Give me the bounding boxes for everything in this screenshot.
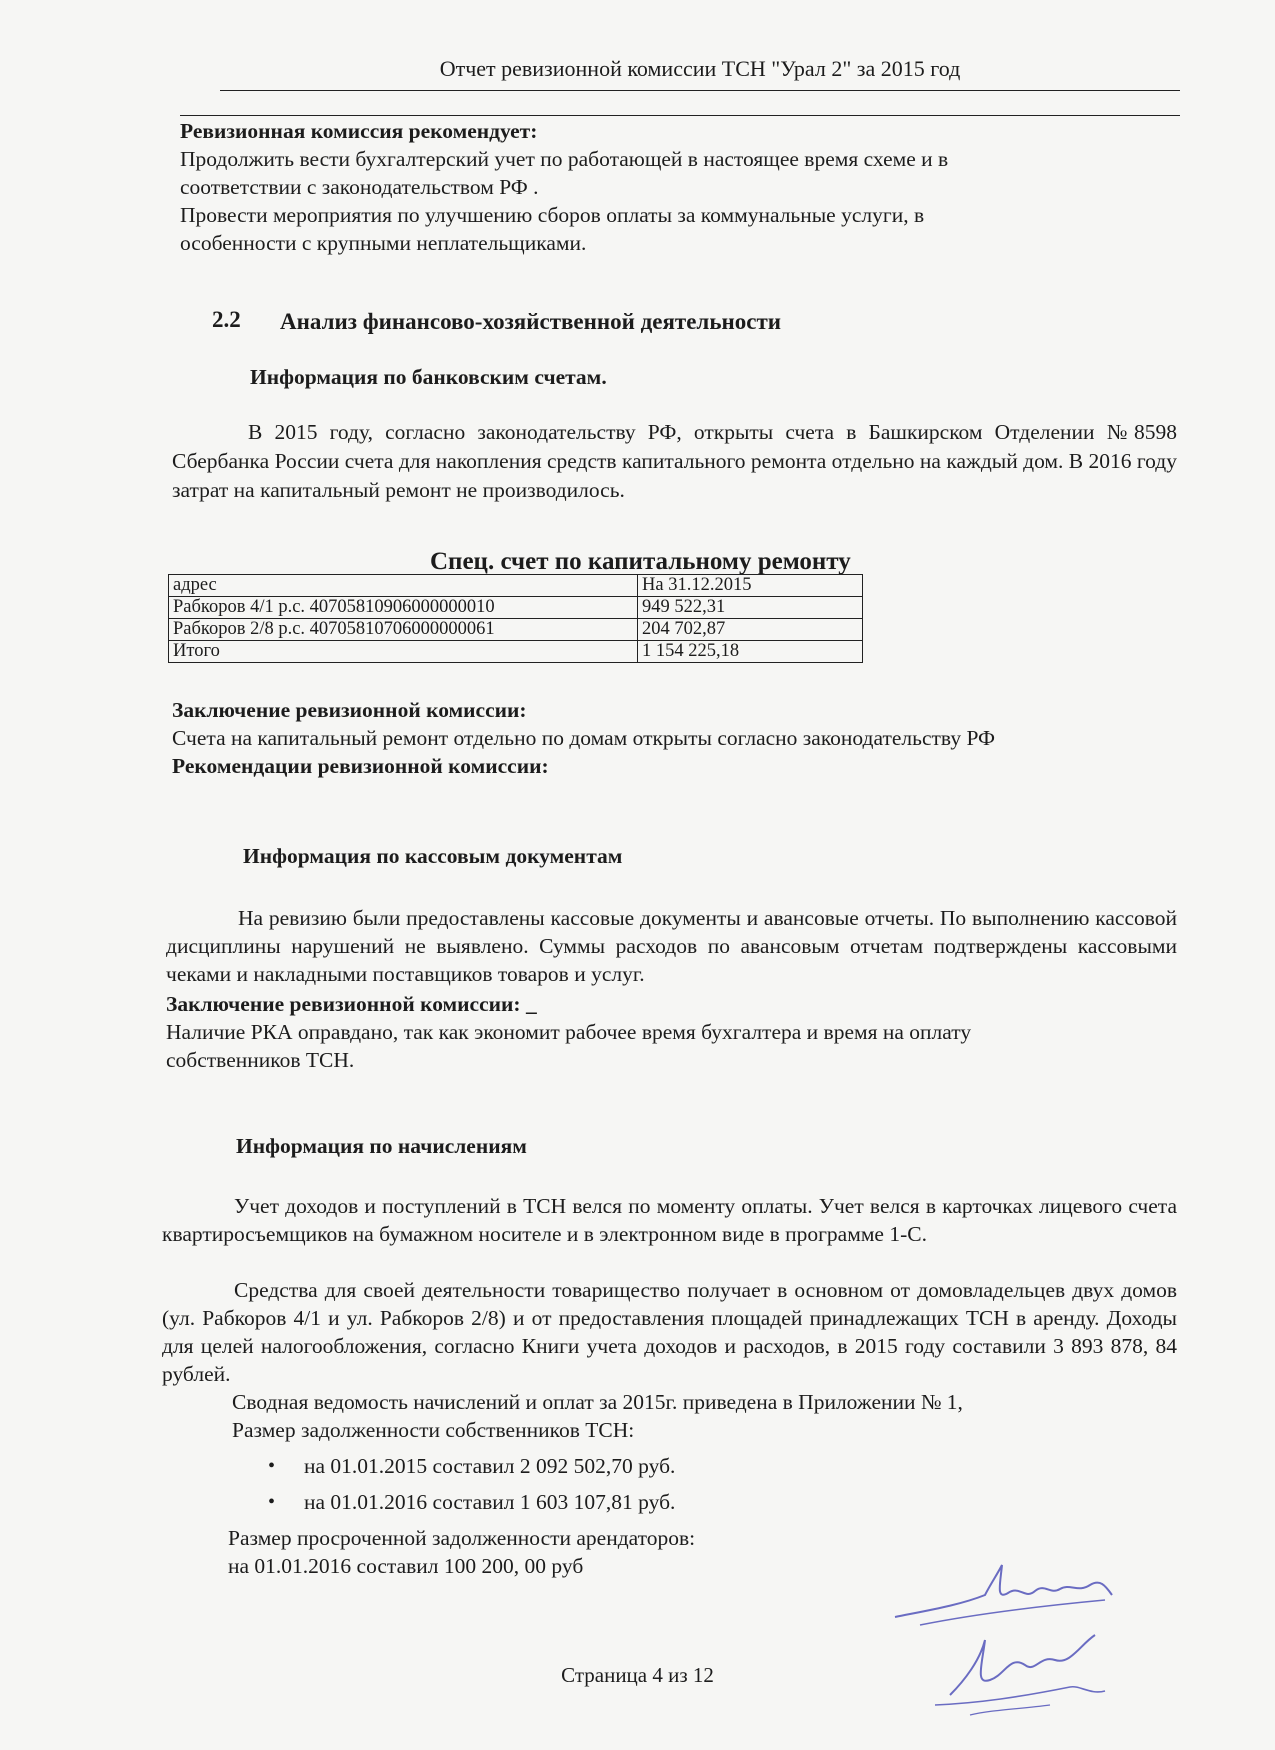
bank-conclusion-text: Счета на капитальный ремонт отдельно по домам открыты согласно законодательству РФ [172, 726, 996, 750]
list-item: • на 01.01.2016 составил 1 603 107,81 руб. [268, 1488, 675, 1516]
recommend-block [180, 117, 1120, 257]
table-header-cell: На 31.12.2015 [638, 575, 863, 597]
recommend-line: Продолжить вести бухгалтерский учет по работающей в настоящее время схеме и в [180, 147, 949, 171]
table-cell: 949 522,31 [638, 597, 863, 619]
header-rule-top [220, 90, 1180, 91]
list-item: • на 01.01.2015 составил 2 092 502,70 руб. [268, 1452, 675, 1480]
cash-heading: Информация по кассовым документам [243, 844, 623, 868]
page-number: Страница 4 из 12 [561, 1663, 714, 1687]
table-cell: Итого [169, 641, 638, 663]
table-row [169, 641, 863, 663]
recommend-line: Провести мероприятия по улучшению сборов оплаты за коммунальные услуги, в [180, 203, 925, 227]
capital-repair-table [168, 574, 863, 663]
table-cell: Рабкоров 2/8 р.с. 40705810706000000061 [169, 619, 638, 641]
bank-recommend-heading: Рекомендации ревизионной комиссии: [172, 754, 549, 778]
cash-paragraph: На ревизию были предоставлены кассовые документы и авансовые отчеты. По выполнению кассовой дисциплины нарушений не выявлено. Суммы расходов по авансовым отчетам подтверждены кассовыми чеками и накладными поставщиков товаров и услуг. [166, 906, 1177, 986]
section-title: Анализ финансово-хозяйственной деятельности [280, 309, 782, 334]
charges-summary: Сводная ведомость начислений и оплат за 2015г. приведена в Приложении № 1, [232, 1390, 963, 1414]
table-header-row [169, 575, 863, 597]
overdue-value: на 01.01.2016 составил 100 200, 00 руб [228, 1554, 584, 1578]
overdue-heading: Размер просроченной задолженности арендаторов: [228, 1526, 696, 1550]
table-row [169, 597, 863, 619]
cash-conclusion-heading: Заключение ревизионной комиссии: _ [166, 992, 537, 1016]
debt-heading: Размер задолженности собственников ТСН: [232, 1418, 635, 1442]
charges-heading: Информация по начислениям [236, 1134, 527, 1158]
table-header-cell: адрес [169, 575, 638, 597]
table-row [169, 619, 863, 641]
recommend-heading: Ревизионная комиссия рекомендует: [180, 119, 538, 143]
charges-paragraph-2: Средства для своей деятельности товарищество получает в основном от домовладельцев двух домов (ул. Рабкоров 4/1 и ул. Рабкоров 2/8) и от предоставления площадей принадлежащих ТСН в аренду. Доходы для целей налогообложения, согласно Книги учета доходов и расходов, в 2015 году составили 3 893 878, 84 рублей. [162, 1278, 1177, 1386]
cash-conclusion-line: собственников ТСН. [166, 1048, 355, 1072]
table-cell: 1 154 225,18 [638, 641, 863, 663]
debt-list [268, 1452, 675, 1516]
signature-1 [890, 1555, 1120, 1635]
bank-paragraph: В 2015 году, согласно законодательству РФ, открыты счета в Башкирском Отделении №8598 Сбербанка России счета для накопления средств капитального ремонта отдельно на каждый дом. В 2016 году затрат на капитальный ремонт не производилось. [172, 420, 1177, 502]
bank-heading: Информация по банковским счетам. [250, 365, 607, 389]
header-rule-bottom [180, 115, 1180, 116]
recommend-line: соответствии с законодательством РФ . [180, 175, 539, 199]
cash-conclusion-block [166, 1018, 1166, 1074]
table-cell: 204 702,87 [638, 619, 863, 641]
table-title: Спец. счет по капитальному ремонту [430, 548, 851, 575]
recommend-line: особенности с крупными неплательщиками. [180, 231, 587, 255]
page-header: Отчет ревизионной комиссии ТСН "Урал 2" за 2015 год [439, 56, 961, 81]
cash-conclusion-line: Наличие РКА оправдано, так как экономит рабочее время бухгалтера и время на оплату [166, 1020, 972, 1044]
bank-conclusion-heading: Заключение ревизионной комиссии: [172, 698, 527, 722]
charges-paragraph-1: Учет доходов и поступлений в ТСН велся по моменту оплаты. Учет велся в карточках лицевого счета квартиросъемщиков на бумажном носителе и в электронном виде в программе 1-С. [162, 1194, 1177, 1246]
table-cell: Рабкоров 4/1 р.с. 40705810906000000010 [169, 597, 638, 619]
section-number: 2.2 [212, 307, 241, 332]
